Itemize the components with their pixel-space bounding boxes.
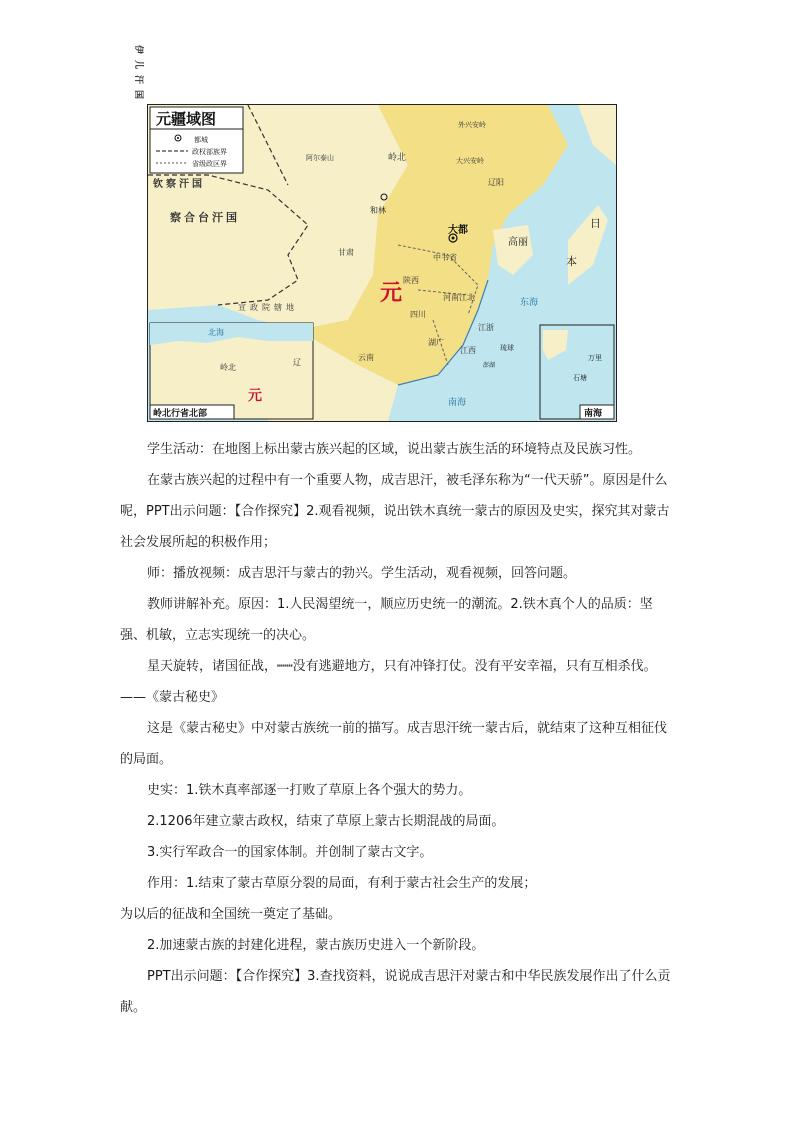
legend-capital: 都城 — [194, 136, 208, 144]
label-liaoyang: 辽阳 — [488, 178, 504, 187]
paragraph: 在蒙古族兴起的过程中有一个重要人物，成吉思汗，被毛泽东称为“一代天骄”。原因是什么呢，PPT出示问题：【合作探究】2.观看视频，说出铁木真统一蒙古的原因及史实，探究其对蒙古社会发展所起的积极作用； — [120, 473, 670, 550]
label-zhongshu: 中书省 — [433, 253, 457, 262]
label-yier: 伊儿汗国 — [133, 45, 143, 106]
yuan-territory-map — [133, 45, 617, 422]
label-ri: 日 — [590, 217, 601, 230]
inset-south-sea — [540, 325, 614, 419]
label-qincha: 钦察汗国 — [153, 179, 205, 190]
paragraph: 2.加速蒙古族的封建化进程，蒙古族历史进入一个新阶段。 — [147, 938, 485, 953]
inset-yuan: 元 — [248, 388, 262, 404]
label-altai: 阿尔泰山 — [306, 154, 334, 162]
label-lingbei: 岭北 — [388, 153, 407, 163]
land-sakhalin — [578, 105, 616, 165]
label-ben: 本 — [566, 255, 577, 268]
label-jiangzhe: 江浙 — [478, 323, 494, 332]
label-yunnan: 云南 — [358, 353, 374, 362]
paragraph: 3.实行军政合一的国家体制。并创制了蒙古文字。 — [147, 845, 433, 860]
paragraph: 星天旋转，诸国征战，┉┉没有逃避地方，只有冲锋打仗。没有平安幸福，只有互相杀伐。——《蒙古秘史》 — [120, 659, 657, 705]
paragraph: 2.1206年建立蒙古政权，结束了草原上蒙古长期混战的局面。 — [147, 814, 505, 829]
inset-lingbei: 岭北 — [220, 363, 236, 372]
inset-wanli: 万里 — [588, 354, 602, 362]
paragraph: 为以后的征战和全国统一奠定了基础。 — [120, 907, 342, 922]
label-daxinganling: 大兴安岭 — [456, 157, 484, 165]
label-xuanzheng: 宣政院辖地 — [238, 303, 298, 312]
legend-regime-border: 政权部族界 — [192, 148, 227, 156]
inset-shitang: 石塘 — [573, 374, 587, 382]
inset-nanhai-label: 南海 — [584, 409, 603, 419]
label-henan: 河南江北 — [443, 293, 475, 302]
map-svg — [133, 45, 616, 421]
inset-liao: 辽 — [293, 358, 301, 367]
label-shaanxi: 陕西 — [403, 276, 419, 285]
legend-province-border: 省级政区界 — [192, 160, 227, 168]
label-liuqiu: 琉球 — [500, 344, 514, 352]
label-jiangxi: 江西 — [460, 346, 476, 355]
paragraph: 师：播放视频：成吉思汗与蒙古的勃兴。学生活动，观看视频，回答问题。 — [147, 566, 577, 581]
inset-lingbei-north — [150, 323, 313, 419]
label-yuan: 元 — [380, 281, 403, 306]
label-dadu: 大都 — [448, 225, 468, 236]
inset-lingbei-label: 岭北行省北部 — [153, 409, 208, 419]
label-sichuan: 四川 — [410, 310, 426, 319]
label-huguang: 湖广 — [428, 338, 444, 347]
lesson-text — [120, 434, 676, 1023]
paragraph: 作用：1.结束了蒙古草原分裂的局面，有利于蒙古社会生产的发展； — [147, 876, 537, 891]
label-gaoli: 高丽 — [508, 237, 528, 248]
label-chahetai: 察合台汗国 — [170, 211, 240, 224]
label-donghai: 东海 — [520, 298, 539, 308]
paragraph: 史实：1.铁木真率部逐一打败了草原上各个强大的势力。 — [147, 783, 472, 798]
label-waixinganling: 外兴安岭 — [458, 121, 486, 129]
inset-beihai: 北海 — [208, 328, 224, 337]
paragraph: 教师讲解补充。原因：1.人民渴望统一，顺应历史统一的潮流。2.铁木真个人的品质：坚强、机敏，立志实现统一的决心。 — [120, 597, 653, 643]
paragraph: 这是《蒙古秘史》中对蒙古族统一前的描写。成吉思汗统一蒙古后，就结束了这种互相征伐的局面。 — [120, 721, 668, 767]
map-title: 元疆域图 — [156, 110, 217, 128]
label-nanhai: 南海 — [448, 398, 467, 408]
paragraph: 学生活动：在地图上标出蒙古族兴起的区域，说出蒙古族生活的环境特点及民族习性。 — [147, 442, 642, 457]
land-korea — [493, 225, 533, 275]
land-japan — [568, 205, 608, 285]
label-helin: 和林 — [370, 206, 386, 215]
label-penghu: 澎湖 — [483, 362, 496, 369]
label-gansu: 甘肃 — [338, 248, 354, 257]
paragraph: PPT出示问题：【合作探究】3.查找资料，说说成吉思汗对蒙古和中华民族发展作出了什么贡献。 — [120, 969, 671, 1015]
